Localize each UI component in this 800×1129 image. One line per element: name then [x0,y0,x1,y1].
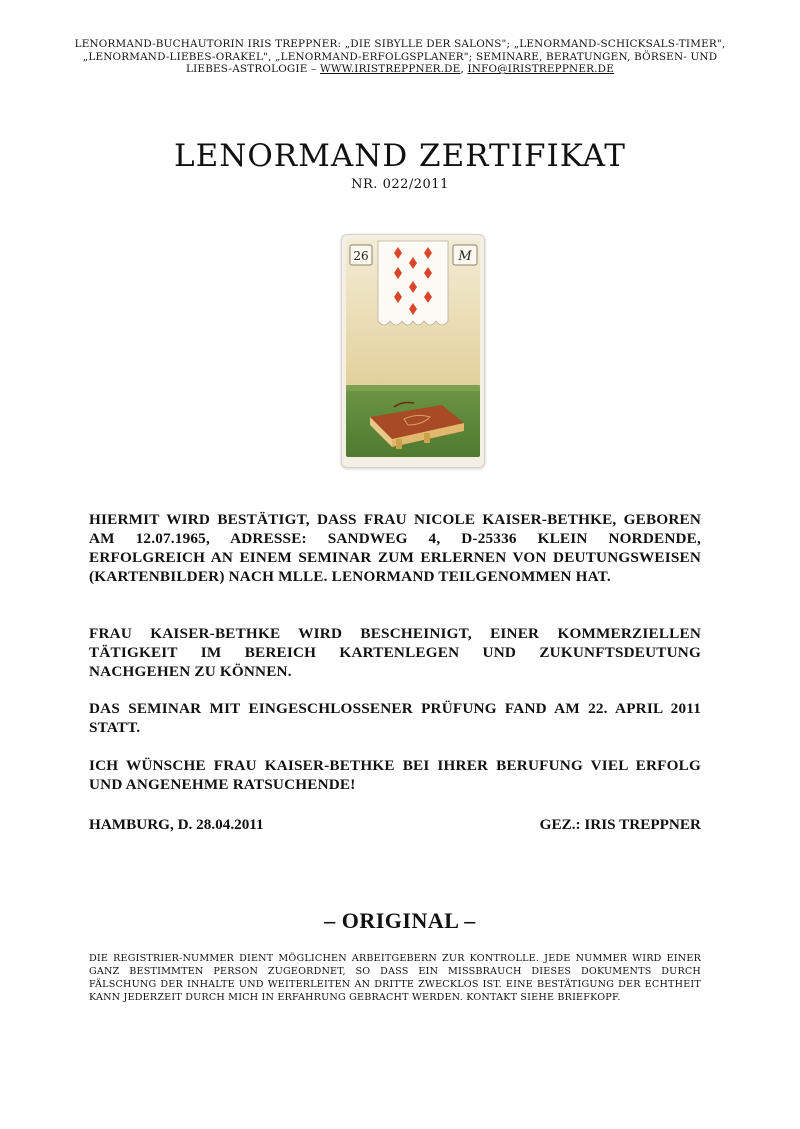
registration-footnote: DIE REGISTRIER-NUMMER DIENT MÖGLICHEN ARBEITGEBERN ZUR KONTROLLE. JEDE NUMMER WIRD EINER GANZ BESTIMMTEN PERSON ZUGEORDNET, SO DASS EIN MISSBRAUCH DIESES DOKUMENTS DURCH FÄLSCHUNG DER INHALTE UND WEITERLEITEN AN DRITTE ZWECKLOS IST. EINE BESTÄTIGUNG DER ECHTHEIT KANN JEDERZEIT DURCH MICH IN ERFAHRUNG GEBRACHT WERDEN. KONTAKT SIEHE BRIEFKOPF. [89,953,701,1003]
letterhead-text: LENORMAND-BUCHAUTORIN IRIS TREPPNER: „DIE SIBYLLE DER SALONS"; „LENORMAND-SCHICKSALS-TIMER", „LENORMAND-LIEBES-ORAKEL", „LENORMAND-ERFOLGSPLANER"; SEMINARE, BERATUNGEN, BÖRSEN- UND LIEBES-ASTROLOGIE – [74,38,726,76]
card-corner-letter: M [458,249,472,264]
certification-paragraph: FRAU KAISER-BETHKE WIRD BESCHEINIGT, EINER KOMMERZIELLEN TÄTIGKEIT IM BEREICH KARTENLEGEN UND ZUKUNFTSDEUTUNG NACHGEHEN ZU KÖNNEN. [89,625,701,680]
card-number: 26 [353,249,369,263]
confirmation-paragraph: HIERMIT WIRD BESTÄTIGT, DASS FRAU NICOLE KAISER-BETHKE, GEBOREN AM 12.07.1965, ADRESSE: SANDWEG 4, D-25336 KLEIN NORDENDE, ERFOLGREICH AN EINEM SEMINAR ZUM ERLERNEN VON DEUTUNGSWEISEN (KARTENBILDER) NACH MLLE. LENORMAND TEILGENOMMEN HAT. [89,511,701,585]
signature-row [89,816,701,838]
website-link[interactable]: WWW.IRISTREPPNER.DE [319,63,461,76]
lenormand-card-image [341,234,485,468]
letterhead-separator: , [460,63,468,76]
letterhead [60,38,740,76]
wishes-paragraph: ICH WÜNSCHE FRAU KAISER-BETHKE BEI IHRER BERUFUNG VIEL ERFOLG UND ANGENEHME RATSUCHENDE! [89,757,701,793]
certificate-title: LENORMAND ZERTIFIKAT [174,138,626,174]
exam-date-paragraph: DAS SEMINAR MIT EINGESCHLOSSENER PRÜFUNG FAND AM 22. APRIL 2011 STATT. [89,700,701,736]
original-stamp: – ORIGINAL – [324,908,476,933]
signature: GEZ.: IRIS TREPPNER [539,816,701,833]
email-link[interactable]: INFO@IRISTREPPNER.DE [467,63,614,76]
place-date: HAMBURG, D. 28.04.2011 [89,816,264,833]
book-card-illustration [342,235,484,467]
certificate-number: NR. 022/2011 [351,177,449,192]
